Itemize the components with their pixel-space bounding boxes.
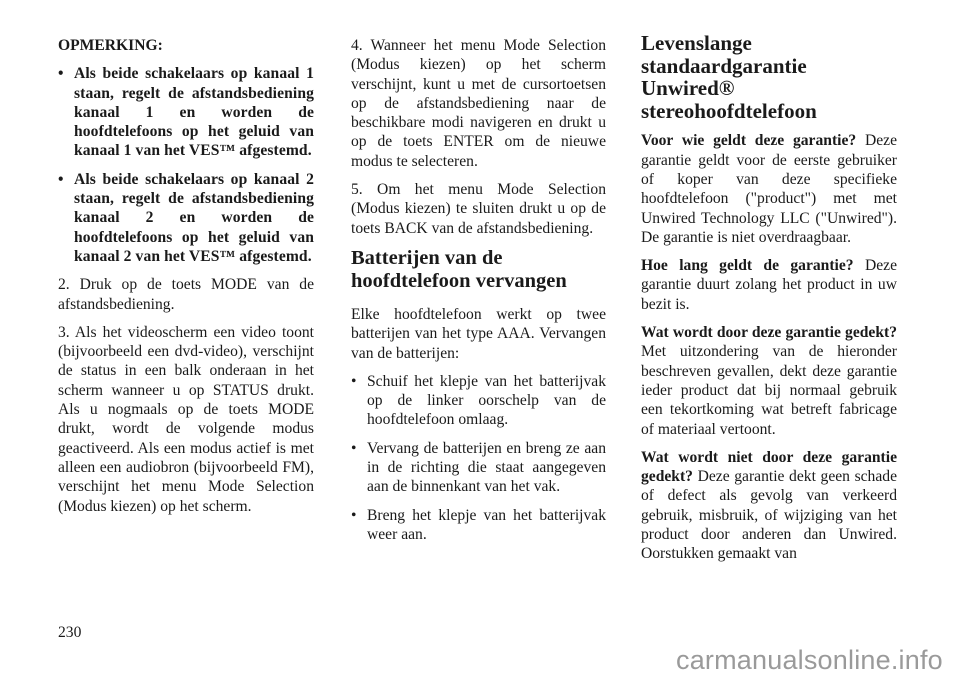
warranty-answer: Deze garantie duurt zolang het product in uw bezit is.	[641, 257, 897, 313]
warranty-answer: Met uitzondering van de hieronder beschreven gevallen, dekt deze garantie ieder product dat bij normaal gebruik een tekortkoming wat betreft fabricage of materiaal vertoont.	[641, 343, 897, 438]
section-heading-warranty: Levenslange standaardgarantie Unwired® stereohoofdtelefoon	[641, 31, 817, 123]
warranty-answer: Deze garantie geldt voor de eerste gebruiker of koper van deze specifieke hoofdtelefoon ("product") met met Unwired Technology LLC ("Unwired"). De garantie is niet overdraagbaar.	[641, 132, 897, 246]
warranty-paragraph	[641, 131, 897, 247]
warranty-paragraph	[641, 256, 897, 314]
note-bullet-list	[58, 64, 314, 266]
warranty-paragraph	[641, 323, 897, 439]
battery-steps-list	[351, 372, 606, 544]
warranty-question: Voor wie geldt deze garantie?	[641, 132, 857, 150]
batteries-intro: Elke hoofdtelefoon werkt op twee batterijen van het type AAA. Vervangen van de batterijen:	[351, 305, 606, 362]
column-right	[641, 32, 897, 573]
step-4-paragraph: 4. Wanneer het menu Mode Selection (Modus kiezen) op het scherm verschijnt, kunt u met de cursortoetsen op de afstandsbediening naar de beschikbare modi navigeren en drukt u op de toets ENTER om de nieuwe modus te selecteren.	[351, 37, 606, 170]
watermark-text: carmanualsonline.info	[676, 645, 943, 675]
step-2-paragraph: 2. Druk op de toets MODE van de afstandsbediening.	[58, 276, 314, 313]
step-5-paragraph: 5. Om het menu Mode Selection (Modus kiezen) te sluiten drukt u op de toets BACK van de afstandsbediening.	[351, 181, 606, 237]
page-number: 230	[58, 624, 82, 641]
step-3-paragraph: 3. Als het videoscherm een video toont (bijvoorbeeld een dvd-video), verschijnt de status in een balk onderaan in het scherm wanneer u op STATUS drukt. Als u nogmaals op de toets MODE drukt, wordt de volgende modus geactiveerd. Als een modus actief is met alleen een audiobron (bijvoorbeeld FM), verschijnt het menu Mode Selection (Modus kiezen) op het scherm.	[58, 323, 314, 515]
column-left	[58, 36, 314, 525]
battery-step-bullet: • Schuif het klepje van het batterijvak op de linker oorschelp van de hoofdtelefoon omlaag.	[351, 372, 606, 430]
warranty-question: Wat wordt door deze garantie gedekt?	[641, 324, 897, 342]
battery-step-bullet: • Vervang de batterijen en breng ze aan in de richting die staat aangegeven aan de binnenkant van het vak.	[351, 439, 606, 497]
note-title: OPMERKING:	[58, 37, 163, 54]
note-bullet-channel-2: • Als beide schakelaars op kanaal 2 staan, regelt de afstandsbediening kanaal 2 en worden de hoofdtelefoons op het geluid van kanaal 2 van het VES™ afgestemd.	[58, 170, 314, 266]
warranty-paragraph	[641, 448, 897, 564]
note-bullet-channel-1: • Als beide schakelaars op kanaal 1 staan, regelt de afstandsbediening kanaal 1 en worden de hoofdtelefoons op het geluid van kanaal 1 van het VES™ afgestemd.	[58, 64, 314, 160]
battery-step-bullet: • Breng het klepje van het batterijvak weer aan.	[351, 506, 606, 545]
warranty-answer: Deze garantie dekt geen schade of defect als gevolg van verkeerd gebruik, misbruik, of wijziging van het product door anderen dan Unwired. Oorstukken gemaakt van	[641, 468, 897, 563]
warranty-question: Wat wordt niet door deze garantie gedekt?	[641, 448, 897, 486]
column-middle	[351, 36, 606, 553]
warranty-question: Hoe lang geldt de garantie?	[641, 257, 854, 275]
section-heading-batteries: Batterijen van de hoofdtelefoon vervangen	[351, 246, 567, 292]
